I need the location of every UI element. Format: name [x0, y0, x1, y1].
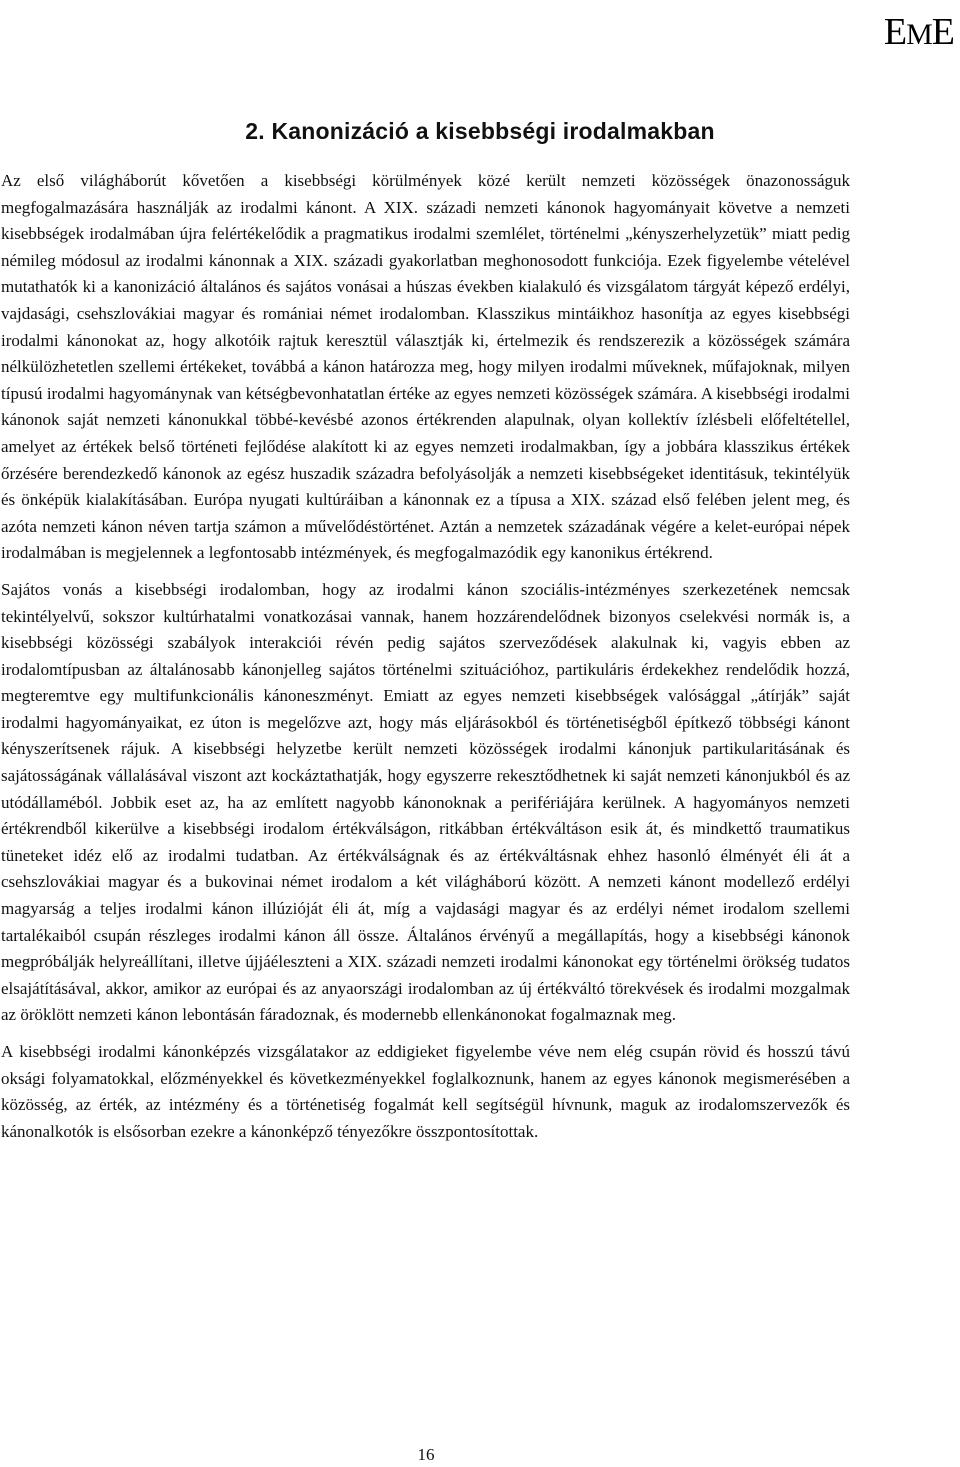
paragraph: Sajátos vonás a kisebbségi irodalomban, hogy az irodalmi kánon szociális-intézményes szerkezetének nemcsak tekintélyelvű, sokszor kultúrhatalmi vonatkozásai vannak, hanem hozzárendelődnek bizonyos cselekvési normák is, a kisebbségi közösségi szabályok interakciói révén pedig sajátos szerveződések alakulnak ki, vagyis ebben az irodalomtípusban az általánosabb kánonjelleg sajátos történelmi szituációhoz, partikuláris érdekekhez rendelődik hozzá, megteremtve egy multifunkcionális kánoneszményt. Emiatt az egyes nemzeti kisebbségek valósággal „átírják” saját irodalmi hagyományaikat, ez úton is megelőzve azt, hogy más eljárásokból és történetiségből építkező többségi kánont kényszerítsenek rájuk. A kisebbségi helyzetbe került nemzeti közösségek irodalmi kánonjuk partikularitásának és sajátosságának vállalásával viszont azt kockáztathatják, hogy egyszerre rekesztődhetnek ki saját nemzeti kánonjukból és az utódállaméból. Jobbik eset az, ha az említett nagyobb kánonoknak a perifériájára kerülnek. A hagyományos nemzeti értékrendből kikerülve a kisebbségi irodalom értékválságon, ritkábban értékváltáson esik át, és mindkettő traumatikus tüneteket idéz elő az irodalmi tudatban. Az értékválságnak és az értékváltásnak ehhez hasonló élményét éli át a csehszlovákiai magyar és a bukovinai német irodalom a két világháború között. A nemzeti kánont modellező erdélyi magyarság a teljes irodalmi kánon illúzióját éli át, míg a vajdasági magyar és az erdélyi német irodalom szellemi tartalékaiból csupán részleges irodalmi kánon áll össze. Általános érvényű a megállapítás, hogy a kisebbségi kánonok megpróbálják helyreállítani, illetve újjáéleszteni a XIX. századi nemzeti irodalmi kánonokat egy történelmi örökség tudatos elsajátításával, akkor, amikor az európai és az anyaországi irodalomban az új értékváltó törekvések és irodalmi mozgalmak az öröklött nemzeti kánon lebontásán fáradoznak, és modernebb ellenkánonokat fogalmaznak meg.: [1, 579, 850, 1025]
section-title: 2. Kanonizáció a kisebbségi irodalmakban: [245, 118, 715, 144]
paragraph: A kisebbségi irodalmi kánonképzés vizsgálatakor az eddigieket figyelembe véve nem elég csupán rövid és hosszú távú oksági folyamatokkal, előzményekkel és következményekkel foglalkoznunk, hanem az egyes kánonok megismerésében a közösség, az érték, az intézmény és a történetiség fogalmát kell segítségül hívnunk, maguk az irodalomszervezők és kánonalkotók is elsősorban ezekre a kánonképző tényezőkre összpontosítottak.: [1, 1042, 850, 1141]
logo-letter: E: [883, 11, 907, 53]
page-number: 16: [417, 1445, 435, 1464]
logo-letter: M: [906, 18, 932, 51]
publisher-logo: [884, 10, 954, 57]
paragraph: Az első világháborút kővetően a kisebbségi körülmények közé került nemzeti közösségek önazonosságuk megfogalmazására használják az irodalmi kánont. A XIX. századi nemzeti kánonok hagyományait követve a nemzeti kisebbségek irodalmában újra felértékelődik a pragmatikus irodalmi szemlélet, történelmi „kényszerhelyzetük” miatt pedig némileg módosul az irodalmi kánonnak a XIX. századi gyakorlatban meghonosodott funkciója. Ezek figyelembe vételével mutathatók ki a kanonizáció általános és sajátos vonásai a húszas években kialakuló és vizsgálatom tárgyát képező erdélyi, vajdasági, csehszlovákiai magyar és romániai német irodalomban. Klasszikus mintáikhoz hasonítja az egyes kisebbségi irodalmi kánonokat az, hogy alkotóik rajtuk keresztül választják ki, értelmezik és rendszerezik a közösségek számára nélkülözhetetlen szellemi értékeket, továbbá a kánon határozza meg, hogy milyen irodalmi műveknek, műfajoknak, milyen típusú irodalmi hagyománynak van kétségbevonhatatlan értéke az egyes nemzeti közösségek számára. A kisebbségi irodalmi kánonok saját nemzeti kánonukkal többé-kevésbé azonos értékrenden alapulnak, olyan kollektív ízlésbeli előfeltétellel, amelyet az értékek belső történeti fejlődése alakított ki az egyes nemzeti irodalmakban, így a jobbára klasszikus értékek őrzésére berendezkedő kánonok az egész huszadik századra befolyásolják a nemzeti kisebbségeket identitásuk, tekintélyük és önképük kialakításában. Európa nyugati kultúráiban a kánonnak ez a típusa a XIX. század első felében jelent meg, és azóta nemzeti kánon néven tartja számon a művelődéstörténet. Aztán a nemzetek századának végére a kelet-európai népek irodalmában is megjelennek a legfontosabb intézmények, és megfogalmazódik egy kanonikus értékrend.: [1, 171, 850, 563]
logo-letter: E: [931, 11, 954, 53]
body-text: [1, 168, 850, 1155]
